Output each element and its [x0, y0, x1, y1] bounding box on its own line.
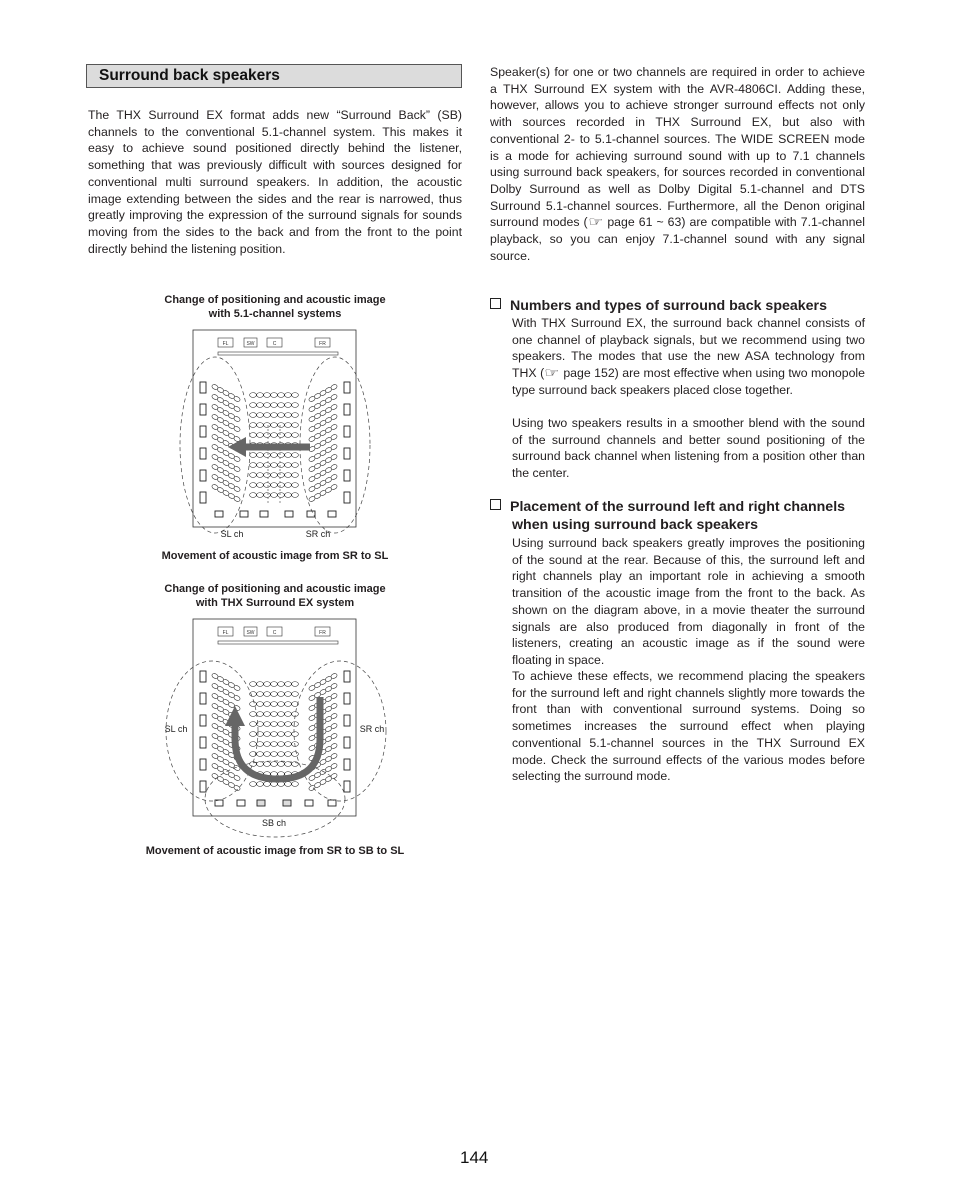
- front-speaker-fr: [315, 627, 330, 636]
- rear-speaker: [283, 800, 291, 806]
- seat-center: [264, 712, 271, 717]
- section-heading-box: [86, 64, 462, 88]
- checkbox-bullet-icon: [490, 499, 501, 510]
- side-speaker-right: [344, 781, 350, 792]
- seating-area: [211, 384, 338, 503]
- seat-center: [257, 393, 264, 398]
- label-fr: FR: [319, 630, 326, 636]
- seat-center: [264, 682, 271, 687]
- seat-center: [264, 782, 271, 787]
- side-speaker-right: [344, 693, 350, 704]
- seat-center: [285, 463, 292, 468]
- rear-speaker: [260, 511, 268, 517]
- seat-center: [257, 453, 264, 458]
- diagram1-title: [130, 293, 420, 321]
- label-fl: FL: [222, 341, 229, 347]
- seat-center: [278, 742, 285, 747]
- diagram1-title-line2: with 5.1-channel systems: [208, 308, 342, 320]
- seat-center: [292, 433, 299, 438]
- rear-speaker: [285, 511, 293, 517]
- seat-center: [264, 483, 271, 488]
- seat-center: [257, 423, 264, 428]
- seat-center: [257, 692, 264, 697]
- label-c: C: [272, 341, 277, 347]
- diagram1-caption: Movement of acoustic image from SR to SL: [161, 550, 389, 562]
- seat-center: [257, 483, 264, 488]
- seat-center: [292, 413, 299, 418]
- seat-center: [271, 742, 278, 747]
- seat-center: [285, 702, 292, 707]
- seat-center: [292, 782, 299, 787]
- numbers-text-1a: With THX Surround EX, the surround back channel consists of one channel of playback signals, but we recommend using two speakers. The modes that use the new ASA technology from THX (: [512, 316, 865, 381]
- label-fl: FL: [222, 630, 229, 636]
- seat-center: [250, 712, 257, 717]
- front-speaker-c: [267, 338, 282, 347]
- seat-center: [278, 413, 285, 418]
- page-number: 144: [460, 1148, 489, 1167]
- seat-center: [271, 423, 278, 428]
- side-speaker-right: [344, 737, 350, 748]
- seat-center: [257, 463, 264, 468]
- seat-center: [250, 483, 257, 488]
- side-speaker-left: [200, 448, 206, 459]
- seat-center: [278, 473, 285, 478]
- seat-center: [278, 493, 285, 498]
- numbers-text-1b: ) are most effective when using two monopole type surround back speakers placed close together.: [512, 366, 866, 397]
- seat-center: [292, 423, 299, 428]
- seat-center: [250, 433, 257, 438]
- seat-center: [271, 413, 278, 418]
- label-sl-ch: SL ch: [220, 529, 244, 539]
- seat-center: [264, 463, 271, 468]
- side-speaker-left: [200, 693, 206, 704]
- seat-center: [250, 692, 257, 697]
- seat-center: [285, 692, 292, 697]
- seat-center: [292, 692, 299, 697]
- side-speaker-left: [200, 737, 206, 748]
- seat-center: [285, 742, 292, 747]
- seat-center: [250, 393, 257, 398]
- label-sr-ch: SR ch: [359, 724, 385, 734]
- seat-center: [278, 692, 285, 697]
- seat-center: [257, 702, 264, 707]
- seat-center: [285, 413, 292, 418]
- seat-center: [271, 732, 278, 737]
- seat-center: [257, 473, 264, 478]
- diagram-5-1-channel: [160, 325, 390, 545]
- seat-center: [257, 762, 264, 767]
- right-intro-text-1: Speaker(s) for one or two channels are required in order to achieve a THX Surround EX system with the AVR-4806CI. Adding these, however, allows you to achieve stronger surround effects not only with sources recorded in THX Surround EX, but also with conventional 2- to 5.1-channel sources. The WIDE SCREEN mode is a mode for achieving surround sound with up to 7.1 channels using surround back speakers, for sources recorded in conventional Dolby Surround as well as Dolby Digital 5.1-channel and DTS Surround 5.1-channel sources. Furthermore, all the Denon original surround modes (: [490, 65, 865, 230]
- label-sw: SW: [246, 630, 255, 636]
- label-sb-ch: SB ch: [261, 818, 287, 828]
- pointing-hand-icon: ☞: [587, 214, 604, 230]
- seat-center: [278, 702, 285, 707]
- seat-center: [285, 483, 292, 488]
- seat-center: [285, 403, 292, 408]
- side-speaker-left: [200, 426, 206, 437]
- front-speaker-fr: [315, 338, 330, 347]
- seat-center: [271, 393, 278, 398]
- seat-center: [278, 393, 285, 398]
- seat-center: [285, 473, 292, 478]
- rear-speaker: [328, 800, 336, 806]
- seat-center: [250, 782, 257, 787]
- seat-center: [285, 682, 292, 687]
- seat-center: [257, 413, 264, 418]
- diagram2-title-line1: Change of positioning and acoustic image: [164, 583, 386, 595]
- seat-center: [285, 493, 292, 498]
- seat-center: [278, 403, 285, 408]
- side-speaker-left: [200, 671, 206, 682]
- seat-center: [271, 682, 278, 687]
- seat-center: [271, 483, 278, 488]
- diagram2-title-line2: with THX Surround EX system: [195, 597, 355, 609]
- seat-center: [250, 463, 257, 468]
- placement-heading: [490, 498, 866, 534]
- seat-center: [271, 473, 278, 478]
- seat-center: [292, 493, 299, 498]
- seat-center: [292, 403, 299, 408]
- side-speaker-right: [344, 759, 350, 770]
- side-speaker-left: [200, 759, 206, 770]
- seat-center: [257, 433, 264, 438]
- seat-center: [271, 493, 278, 498]
- rear-speakers: [215, 511, 336, 517]
- seat-center: [264, 742, 271, 747]
- seat-center: [271, 712, 278, 717]
- seat-center: [278, 483, 285, 488]
- seat-center: [271, 702, 278, 707]
- seat-center: [264, 722, 271, 727]
- side-speaker-right: [344, 492, 350, 503]
- seat-center: [278, 433, 285, 438]
- seat-center: [292, 473, 299, 478]
- seat-center: [264, 493, 271, 498]
- side-speaker-left: [200, 404, 206, 415]
- placement-paragraph-1: Using surround back speakers greatly improves the positioning of the sound at the rear. Because of this, the surround left and right channels play an important role in achieving a smooth transition of the acoustic image from the front to the back. As shown on the diagram above, in a movie theater the surround signals are also produced from diagonally in front of the listeners, creating an acoustic image as if the sound were floating in space.: [512, 536, 865, 667]
- seat-center: [278, 752, 285, 757]
- seat-center: [285, 722, 292, 727]
- diagram2-caption: Movement of acoustic image from SR to SB to SL: [145, 845, 405, 857]
- seat-center: [257, 742, 264, 747]
- numbers-paragraph-1: [512, 315, 865, 399]
- side-speaker-right: [344, 426, 350, 437]
- diagram2-title: [130, 582, 420, 610]
- seat-center: [257, 403, 264, 408]
- numbers-ref[interactable]: page 152: [563, 366, 615, 381]
- seat-center: [250, 702, 257, 707]
- seat-center: [271, 463, 278, 468]
- seat-center: [285, 752, 292, 757]
- side-speaker-right: [344, 715, 350, 726]
- seat-center: [264, 473, 271, 478]
- label-c: C: [272, 630, 277, 636]
- seat-center: [285, 712, 292, 717]
- rear-speaker: [240, 511, 248, 517]
- seat-center: [285, 433, 292, 438]
- seat-center: [257, 782, 264, 787]
- right-intro-paragraph: [490, 64, 865, 264]
- seat-center: [292, 483, 299, 488]
- seat-center: [271, 453, 278, 458]
- seat-center: [264, 732, 271, 737]
- seat-center: [285, 393, 292, 398]
- right-intro-ref[interactable]: page 61 ~ 63: [607, 215, 682, 230]
- seat-center: [264, 423, 271, 428]
- rear-speakers: [215, 800, 336, 806]
- side-speaker-left: [200, 470, 206, 481]
- label-fr: FR: [319, 341, 326, 347]
- seat-center: [271, 722, 278, 727]
- side-speaker-left: [200, 492, 206, 503]
- seat-center: [257, 493, 264, 498]
- side-speaker-left: [200, 382, 206, 393]
- placement-heading-line2: when using surround back speakers: [512, 517, 758, 533]
- rear-speaker: [305, 800, 313, 806]
- seat-center: [250, 453, 257, 458]
- seat-center: [292, 732, 299, 737]
- seat-center: [278, 453, 285, 458]
- seat-center: [292, 453, 299, 458]
- seat-center: [250, 403, 257, 408]
- checkbox-bullet-icon: [490, 298, 501, 309]
- seat-center: [285, 732, 292, 737]
- section-title: Surround back speakers: [99, 67, 280, 84]
- seat-center: [292, 682, 299, 687]
- seat-center: [292, 752, 299, 757]
- numbers-paragraph-2: Using two speakers results in a smoother blend with the sound of the surround channels and better sound positioning of the surround back channel when listening from a position other than the center.: [512, 416, 865, 481]
- seat-center: [278, 722, 285, 727]
- seat-center: [250, 742, 257, 747]
- pointing-hand-icon: ☞: [544, 365, 560, 381]
- seat-center: [278, 682, 285, 687]
- seat-center: [271, 752, 278, 757]
- seat-center: [264, 453, 271, 458]
- seat-center: [264, 692, 271, 697]
- front-speaker-c: [267, 627, 282, 636]
- rear-speaker: [215, 511, 223, 517]
- diagram-thx-surround-ex: [160, 614, 392, 840]
- seat-center: [257, 682, 264, 687]
- seat-center: [250, 413, 257, 418]
- rear-speaker: [257, 800, 265, 806]
- numbers-heading: [490, 297, 866, 315]
- seat-center: [292, 762, 299, 767]
- placement-heading-line1: Placement of the surround left and right channels: [510, 499, 846, 515]
- side-speaker-right: [344, 448, 350, 459]
- seat-center: [250, 423, 257, 428]
- numbers-heading-text: Numbers and types of surround back speakers: [510, 298, 827, 314]
- placement-paragraph-2: To achieve these effects, we recommend placing the speakers for the surround left and right channels slightly more towards the front than with conventional surround systems. Doing so sometimes increases the surround effect when playing conventional 5.1-channel sources in the THX Surround EX mode. Check the surround effects of the various modes before selecting the surround mode.: [512, 669, 865, 784]
- side-speaker-right: [344, 470, 350, 481]
- seat-center: [264, 403, 271, 408]
- diagram1-title-line1: Change of positioning and acoustic image: [164, 294, 386, 306]
- seat-center: [264, 762, 271, 767]
- seat-center: [257, 712, 264, 717]
- seat-center: [278, 712, 285, 717]
- seat-center: [292, 722, 299, 727]
- seat-center: [264, 433, 271, 438]
- seat-center: [264, 752, 271, 757]
- seat-center: [250, 473, 257, 478]
- seat-center: [271, 403, 278, 408]
- front-speaker-sw: [244, 627, 257, 636]
- side-speaker-right: [344, 382, 350, 393]
- seat-center: [250, 682, 257, 687]
- side-speaker-left: [200, 715, 206, 726]
- rear-speaker: [237, 800, 245, 806]
- seat-center: [292, 463, 299, 468]
- seat-center: [292, 393, 299, 398]
- seat-center: [285, 762, 292, 767]
- seat-center: [278, 762, 285, 767]
- rear-speaker: [307, 511, 315, 517]
- seat-center: [285, 453, 292, 458]
- front-speaker-sw: [244, 338, 257, 347]
- seat-center: [257, 752, 264, 757]
- seat-center: [278, 463, 285, 468]
- label-sl-ch: SL ch: [164, 724, 188, 734]
- front-speaker-fl: [218, 338, 233, 347]
- seat-center: [250, 493, 257, 498]
- seat-center: [271, 433, 278, 438]
- seat-center: [250, 732, 257, 737]
- seat-center: [271, 762, 278, 767]
- seat-center: [264, 702, 271, 707]
- label-sw: SW: [246, 341, 255, 347]
- side-speaker-right: [344, 671, 350, 682]
- seat-center: [278, 423, 285, 428]
- front-speaker-fl: [218, 627, 233, 636]
- seat-center: [271, 692, 278, 697]
- rear-speaker: [328, 511, 336, 517]
- seat-center: [250, 722, 257, 727]
- side-speaker-right: [344, 404, 350, 415]
- intro-paragraph: The THX Surround EX format adds new “Surround Back” (SB) channels to the conventional 5.1-channel system. This makes it easy to achieve sound positioned directly behind the listener, something that was previously difficult with sources designed for conventional multi surround speakers. In addition, the acoustic image extending between the sides and the rear is narrowed, thus greatly improving the expression of the surround signals for sounds moving from the sides to the back and from the front to the point directly behind the listening position.: [88, 108, 462, 256]
- seat-center: [285, 782, 292, 787]
- seat-center: [264, 393, 271, 398]
- side-speaker-left: [200, 781, 206, 792]
- seat-center: [278, 732, 285, 737]
- seat-center: [264, 413, 271, 418]
- right-intro-text-2: ) are compatible with 7.1-channel playback, so you can enjoy 7.1-channel sound with any signal source.: [490, 215, 865, 263]
- seat-center: [285, 423, 292, 428]
- label-sr-ch: SR ch: [305, 529, 331, 539]
